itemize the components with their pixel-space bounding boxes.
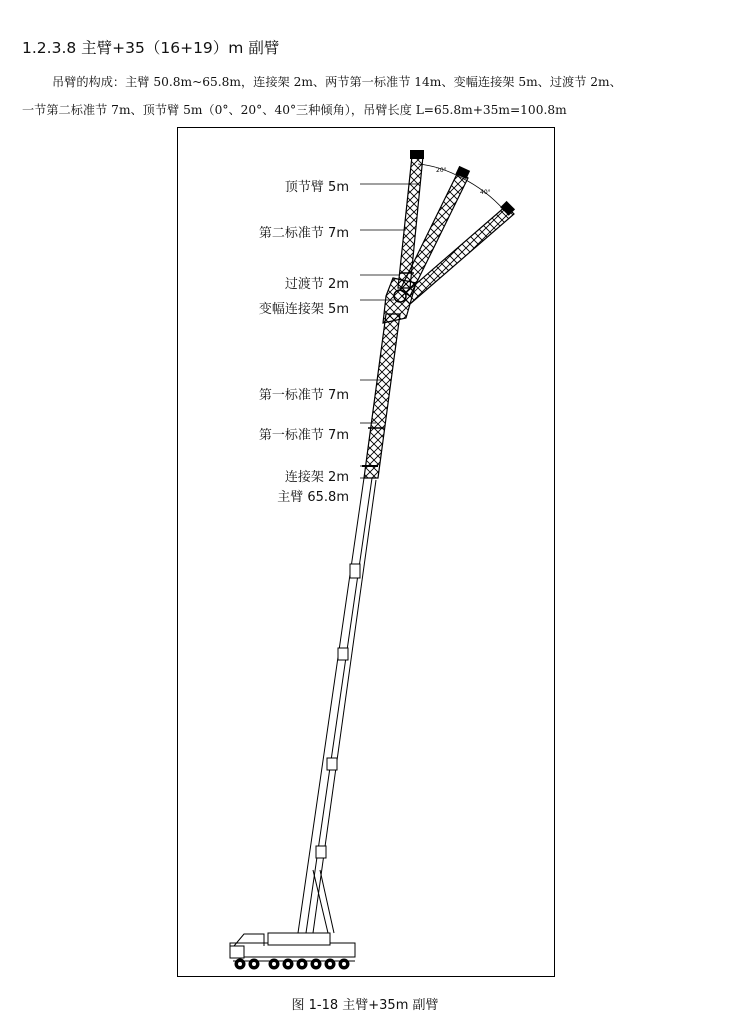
label-transition: 过渡节 2m xyxy=(284,277,349,292)
angle-label-40: 40° xyxy=(480,189,491,196)
angle-label-20: 20° xyxy=(436,167,447,174)
label-first-standard-a: 第一标准节 7m xyxy=(258,388,349,403)
label-second-standard: 第二标准节 7m xyxy=(258,226,349,241)
label-luffing-connector: 变幅连接架 5m xyxy=(258,302,349,317)
boom-composition-paragraph xyxy=(22,68,712,124)
main-telescopic-boom xyxy=(298,478,376,933)
label-main-boom: 主臂 65.8m xyxy=(277,490,349,505)
boom-diagram-figure xyxy=(177,127,555,977)
section-title: 1.2.3.8 主臂+35（16+19）m 副臂 xyxy=(22,39,280,57)
label-first-standard-b: 第一标准节 7m xyxy=(258,428,349,443)
crane-boom-drawing xyxy=(178,128,554,976)
label-connector: 连接架 2m xyxy=(284,470,349,485)
paragraph-line-1: 吊臂的构成：主臂 50.8m~65.8m，连接架 2m、两节第一标准节 14m、变幅连接架 5m、过渡节 2m、 xyxy=(52,75,622,89)
crane-carrier xyxy=(230,933,355,969)
label-top-section: 顶节臂 5m xyxy=(284,180,349,195)
first-standard-sections xyxy=(362,314,400,478)
paragraph-line-2: 一节第二标准节 7m、顶节臂 5m（0°、20°、40°三种倾角），吊臂长度 L=65.8m+35m=100.8m xyxy=(22,103,567,117)
figure-caption: 图 1-18 主臂+35m 副臂 xyxy=(291,998,439,1013)
